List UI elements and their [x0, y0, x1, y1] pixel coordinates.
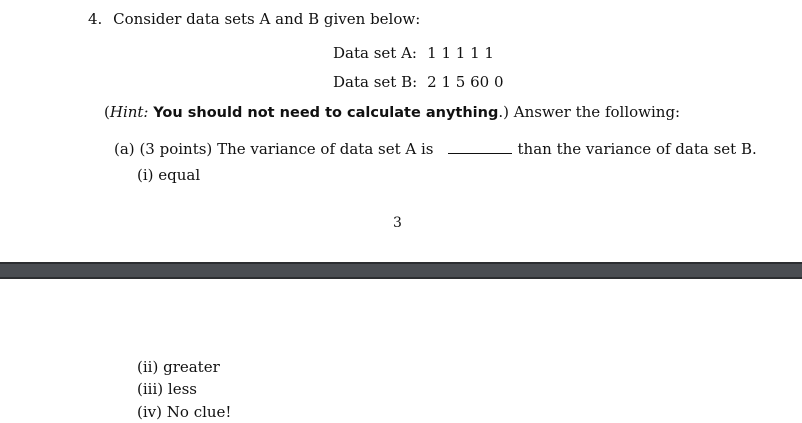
part-a-text-after: than the variance of data set B. [517, 140, 757, 158]
hint-bold-text: You should not need to calculate anything [153, 105, 499, 121]
part-a-label: (a) [114, 140, 135, 158]
hint-open-paren: ( [104, 103, 110, 121]
dataset-b-values: 2 1 5 60 0 [427, 73, 504, 91]
dataset-a-label: Data set A: [333, 44, 417, 62]
option-i [137, 166, 200, 184]
dataset-row-a [333, 44, 504, 73]
page-divider [0, 262, 802, 279]
hint-word: Hint: [109, 103, 149, 121]
hint-line [104, 103, 680, 122]
option-iv [137, 403, 231, 421]
question-text: Consider data sets A and B given below: [113, 10, 421, 28]
option-i-text: equal [158, 166, 201, 184]
option-iii-number: (iii) [137, 380, 164, 398]
page-bottom [0, 279, 802, 423]
datasets-table [333, 44, 504, 102]
dataset-a-values: 1 1 1 1 1 [427, 44, 494, 62]
part-a [114, 140, 757, 158]
part-a-text-before: The variance of data set A is [217, 140, 434, 158]
option-iii-text: less [167, 380, 197, 398]
question-number: 4. [88, 10, 103, 28]
page-number: 3 [393, 215, 402, 231]
dataset-b-label: Data set B: [333, 73, 418, 91]
question-line [88, 10, 420, 28]
option-iii [137, 380, 197, 398]
option-ii [137, 358, 220, 376]
option-i-number: (i) [137, 166, 154, 184]
hint-after: Answer the following: [513, 103, 681, 121]
option-iv-number: (iv) [137, 403, 162, 421]
option-iv-text: No clue! [166, 403, 232, 421]
part-a-points: (3 points) [139, 140, 213, 158]
hint-close: .) [498, 103, 509, 121]
option-ii-text: greater [163, 358, 220, 376]
option-ii-number: (ii) [137, 358, 159, 376]
answer-blank [448, 141, 512, 154]
dataset-row-b [333, 73, 504, 102]
